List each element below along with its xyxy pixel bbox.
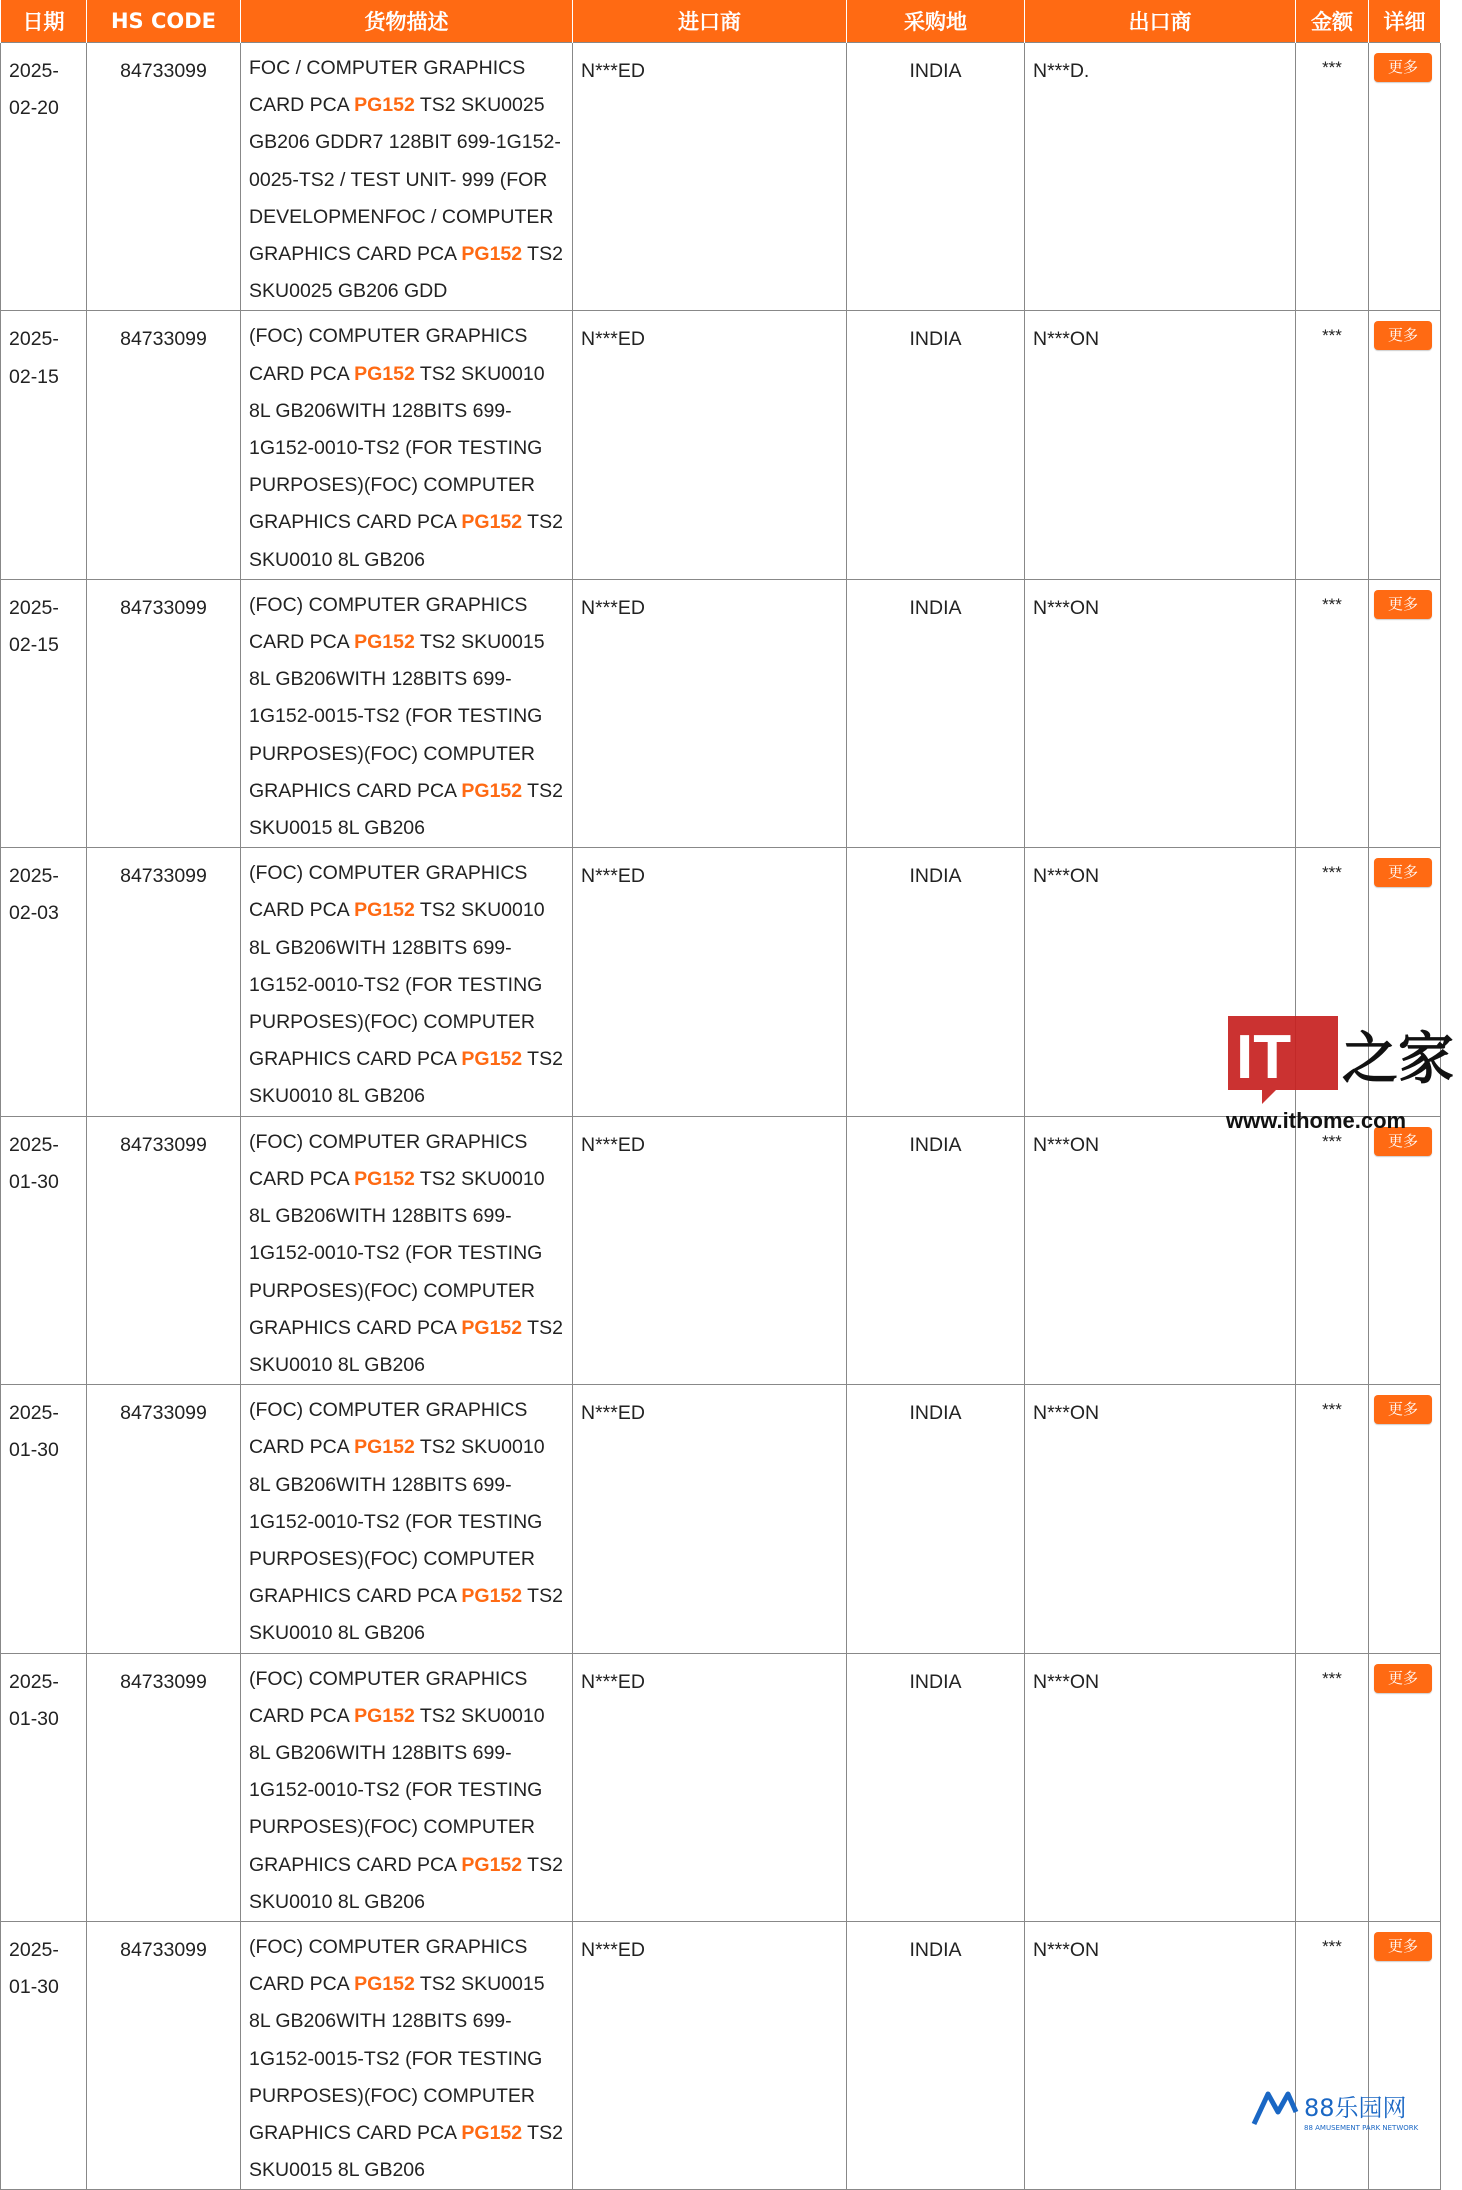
ithome-logo-tail — [1262, 1090, 1276, 1104]
date-cell — [1, 1385, 87, 1653]
highlighted-term: PG152 — [354, 1704, 415, 1727]
description-cell — [241, 1385, 573, 1653]
date-cell — [1, 848, 87, 1116]
date-text: 2025-02-15 — [9, 596, 59, 657]
description-segment: TS2 SKU0010 8L GB206WITH 128BITS 699-1G152-0010-TS2 (FOR TESTING PURPOSES)(FOC) COMPUTER GRAPHICS CARD PCA — [249, 1167, 545, 1339]
exporter-text: N***ON — [1033, 1938, 1100, 1961]
description-segment: TS2 SKU0015 8L GB206WITH 128BITS 699-1G152-0015-TS2 (FOR TESTING PURPOSES)(FOC) COMPUTER GRAPHICS CARD PCA — [249, 631, 545, 802]
exporter-text: N***ON — [1033, 1670, 1100, 1693]
column-header-importer: 进口商 — [573, 0, 847, 43]
table-row — [1, 1116, 1441, 1384]
exporter-text: N***ON — [1033, 328, 1100, 351]
exporter-text: N***ON — [1033, 596, 1100, 619]
origin-cell — [847, 848, 1025, 1116]
amount-cell — [1296, 579, 1369, 847]
importer-cell — [573, 43, 847, 311]
detail-cell — [1369, 311, 1441, 579]
hs-code-text: 84733099 — [120, 1402, 207, 1425]
description-text — [249, 1124, 566, 1384]
description-segment: (FOC) COMPUTER GRAPHICS CARD PCA — [249, 1399, 528, 1459]
description-segment: TS2 SKU0010 8L GB206WITH 128BITS 699-1G152-0010-TS2 (FOR TESTING PURPOSES)(FOC) COMPUTER GRAPHICS CARD PCA — [249, 1436, 545, 1608]
date-text: 2025-02-15 — [9, 328, 59, 388]
highlighted-term: PG152 — [461, 1853, 523, 1876]
description-text — [249, 318, 566, 578]
hs-code-text: 84733099 — [120, 1938, 207, 1961]
table-header-row — [1, 0, 1441, 43]
exporter-cell — [1025, 43, 1296, 311]
detail-cell — [1369, 1385, 1441, 1653]
more-button[interactable]: 更多 — [1374, 590, 1432, 619]
origin-cell — [847, 1385, 1025, 1653]
table-row — [1, 43, 1441, 311]
more-button[interactable]: 更多 — [1374, 858, 1432, 887]
table-row — [1, 311, 1441, 579]
ithome-logo-it: IT — [1236, 1023, 1292, 1092]
date-text: 2025-01-30 — [9, 1670, 59, 1730]
highlighted-term: PG152 — [461, 511, 523, 534]
highlighted-term: PG152 — [461, 2121, 523, 2144]
importer-text: N***ED — [581, 328, 645, 351]
importer-text: N***ED — [581, 1670, 645, 1693]
origin-text: INDIA — [909, 596, 962, 619]
importer-text: N***ED — [581, 1938, 645, 1961]
highlighted-term: PG152 — [354, 1973, 415, 1996]
ithome-url: www.ithome.com — [1226, 1108, 1407, 1133]
importer-cell — [573, 1116, 847, 1384]
ithome-logo-chars: 之家 — [1342, 1026, 1454, 1092]
exporter-cell — [1025, 1116, 1296, 1384]
description-segment: (FOC) COMPUTER GRAPHICS CARD PCA — [249, 1130, 528, 1190]
description-segment: TS2 SKU0010 8L GB206WITH 128BITS 699-1G152-0010-TS2 (FOR TESTING PURPOSES)(FOC) COMPUTER GRAPHICS CARD PCA — [249, 899, 545, 1071]
more-button[interactable]: 更多 — [1374, 1664, 1432, 1693]
date-cell — [1, 311, 87, 579]
amount-cell — [1296, 1653, 1369, 1921]
column-header-description: 货物描述 — [241, 0, 573, 43]
description-segment: TS2 SKU0010 8L GB206 — [249, 1853, 563, 1913]
column-header-origin: 采购地 — [847, 0, 1025, 43]
more-button[interactable]: 更多 — [1374, 1932, 1432, 1961]
description-text — [249, 1929, 566, 2189]
date-text: 2025-02-20 — [9, 60, 59, 120]
exporter-cell — [1025, 1385, 1296, 1653]
importer-text: N***ED — [581, 596, 645, 619]
more-button[interactable]: 更多 — [1374, 321, 1432, 350]
origin-cell — [847, 1653, 1025, 1921]
importer-cell — [573, 1385, 847, 1653]
exporter-text: N***ON — [1033, 1133, 1100, 1156]
description-segment: (FOC) COMPUTER GRAPHICS CARD PCA — [249, 325, 528, 385]
description-cell — [241, 579, 573, 847]
detail-cell — [1369, 579, 1441, 847]
amount-cell — [1296, 43, 1369, 311]
column-header-amount: 金额 — [1296, 0, 1369, 43]
hs-code-cell — [87, 1921, 241, 2189]
origin-text: INDIA — [909, 328, 962, 351]
ithome-watermark — [1222, 1010, 1462, 1140]
site88-name: 88乐园网 — [1304, 2094, 1407, 2122]
amount-cell — [1296, 1921, 1369, 2189]
description-segment: TS2 SKU0010 8L GB206 — [249, 511, 563, 571]
site88-tagline: 88 AMUSEMENT PARK NETWORK — [1304, 2124, 1419, 2132]
table-row — [1, 1653, 1441, 1921]
amount-text: *** — [1322, 1400, 1342, 1420]
date-text: 2025-01-30 — [9, 1402, 59, 1462]
highlighted-term: PG152 — [461, 1048, 523, 1071]
table-row — [1, 1921, 1441, 2189]
origin-cell — [847, 1116, 1025, 1384]
importer-text: N***ED — [581, 1133, 645, 1156]
column-header-date: 日期 — [1, 0, 87, 43]
hs-code-cell — [87, 579, 241, 847]
detail-cell — [1369, 1116, 1441, 1384]
highlighted-term: PG152 — [461, 1585, 523, 1608]
detail-cell — [1369, 1653, 1441, 1921]
description-segment: (FOC) COMPUTER GRAPHICS CARD PCA — [249, 1667, 528, 1727]
description-cell — [241, 311, 573, 579]
importer-text: N***ED — [581, 60, 645, 82]
amount-text: *** — [1322, 326, 1342, 346]
description-cell — [241, 43, 573, 311]
origin-text: INDIA — [909, 1133, 962, 1156]
description-segment: (FOC) COMPUTER GRAPHICS CARD PCA — [249, 1935, 528, 1996]
site88-logo-icon — [1254, 2094, 1296, 2124]
exporter-text: N***ON — [1033, 865, 1100, 888]
date-text: 2025-01-30 — [9, 1938, 59, 1999]
description-cell — [241, 1653, 573, 1921]
hs-code-cell — [87, 43, 241, 311]
hs-code-cell — [87, 1385, 241, 1653]
amount-cell — [1296, 1116, 1369, 1384]
description-text — [249, 1392, 566, 1652]
amount-text: *** — [1322, 1668, 1342, 1688]
hs-code-text: 84733099 — [120, 596, 207, 619]
description-segment: TS2 SKU0025 GB206 GDD — [249, 243, 563, 303]
description-segment: (FOC) COMPUTER GRAPHICS CARD PCA — [249, 862, 528, 922]
date-cell — [1, 1116, 87, 1384]
importer-text: N***ED — [581, 865, 645, 888]
detail-cell — [1369, 43, 1441, 311]
description-segment: TS2 SKU0010 8L GB206 — [249, 1048, 563, 1108]
description-segment: TS2 SKU0010 8L GB206WITH 128BITS 699-1G152-0010-TS2 (FOR TESTING PURPOSES)(FOC) COMPUTER GRAPHICS CARD PCA — [249, 362, 545, 534]
importer-cell — [573, 311, 847, 579]
highlighted-term: PG152 — [461, 243, 523, 266]
exporter-text: N***ON — [1033, 1402, 1100, 1425]
origin-cell — [847, 43, 1025, 311]
description-segment: TS2 SKU0010 8L GB206WITH 128BITS 699-1G152-0010-TS2 (FOR TESTING PURPOSES)(FOC) COMPUTER GRAPHICS CARD PCA — [249, 1704, 545, 1876]
description-text — [249, 855, 566, 1115]
origin-text: INDIA — [909, 1402, 962, 1425]
importer-cell — [573, 1921, 847, 2189]
hs-code-text: 84733099 — [120, 328, 207, 351]
exporter-text: N***D. — [1033, 60, 1090, 82]
date-text: 2025-02-03 — [9, 865, 59, 925]
description-segment: TS2 SKU0025 GB206 GDDR7 128BIT 699-1G152-0025-TS2 / TEST UNIT- 999 (FOR DEVELOPMENFOC / COMPUTER GRAPHICS CARD PCA — [249, 94, 561, 266]
amount-text: *** — [1322, 1131, 1342, 1151]
date-cell — [1, 1921, 87, 2189]
description-cell — [241, 1921, 573, 2189]
exporter-cell — [1025, 311, 1296, 579]
description-segment: TS2 SKU0010 8L GB206 — [249, 1585, 563, 1645]
table-row — [1, 579, 1441, 847]
more-button[interactable]: 更多 — [1374, 1127, 1432, 1156]
description-segment: FOC / COMPUTER GRAPHICS CARD PCA — [249, 57, 526, 117]
more-button[interactable]: 更多 — [1374, 53, 1432, 82]
hs-code-text: 84733099 — [120, 1670, 207, 1693]
importer-cell — [573, 579, 847, 847]
amount-text: *** — [1322, 863, 1342, 883]
amount-cell — [1296, 1385, 1369, 1653]
description-text — [249, 1661, 566, 1921]
origin-text: INDIA — [909, 60, 962, 82]
origin-text: INDIA — [909, 1938, 962, 1961]
description-segment: (FOC) COMPUTER GRAPHICS CARD PCA — [249, 593, 528, 654]
hs-code-cell — [87, 311, 241, 579]
origin-cell — [847, 1921, 1025, 2189]
date-cell — [1, 43, 87, 311]
description-segment: TS2 SKU0015 8L GB206 — [249, 2121, 563, 2182]
highlighted-term: PG152 — [354, 94, 415, 117]
hs-code-text: 84733099 — [120, 60, 207, 82]
origin-text: INDIA — [909, 1670, 962, 1693]
highlighted-term: PG152 — [461, 779, 523, 802]
importer-text: N***ED — [581, 1402, 645, 1425]
highlighted-term: PG152 — [354, 362, 415, 385]
hs-code-cell — [87, 848, 241, 1116]
highlighted-term: PG152 — [354, 1167, 415, 1190]
exporter-cell — [1025, 1653, 1296, 1921]
exporter-cell — [1025, 579, 1296, 847]
origin-text: INDIA — [909, 865, 962, 888]
amount-text: *** — [1322, 58, 1342, 77]
origin-cell — [847, 579, 1025, 847]
column-header-exporter: 出口商 — [1025, 0, 1296, 43]
amount-cell — [1296, 311, 1369, 579]
column-header-detail: 详细 — [1369, 0, 1441, 43]
highlighted-term: PG152 — [354, 631, 415, 654]
highlighted-term: PG152 — [354, 899, 415, 922]
more-button[interactable]: 更多 — [1374, 1395, 1432, 1424]
exporter-cell — [1025, 1921, 1296, 2189]
hs-code-cell — [87, 1116, 241, 1384]
date-cell — [1, 1653, 87, 1921]
date-text: 2025-01-30 — [9, 1133, 59, 1193]
description-cell — [241, 848, 573, 1116]
amount-text: *** — [1322, 594, 1342, 614]
importer-cell — [573, 848, 847, 1116]
description-segment: TS2 SKU0010 8L GB206 — [249, 1316, 563, 1376]
column-header-hs-code: HS CODE — [87, 0, 241, 43]
highlighted-term: PG152 — [354, 1436, 415, 1459]
description-segment: TS2 SKU0015 8L GB206WITH 128BITS 699-1G152-0015-TS2 (FOR TESTING PURPOSES)(FOC) COMPUTER GRAPHICS CARD PCA — [249, 1973, 545, 2144]
detail-cell — [1369, 1921, 1441, 2189]
date-cell — [1, 579, 87, 847]
origin-cell — [847, 311, 1025, 579]
description-segment: TS2 SKU0015 8L GB206 — [249, 779, 563, 840]
hs-code-text: 84733099 — [120, 865, 207, 888]
description-text — [249, 587, 566, 847]
importer-cell — [573, 1653, 847, 1921]
hs-code-text: 84733099 — [120, 1133, 207, 1156]
amount-text: *** — [1322, 1936, 1342, 1956]
site88-watermark — [1248, 2086, 1438, 2134]
highlighted-term: PG152 — [461, 1316, 523, 1339]
description-text — [249, 50, 566, 310]
hs-code-cell — [87, 1653, 241, 1921]
table-row — [1, 1385, 1441, 1653]
description-cell — [241, 1116, 573, 1384]
